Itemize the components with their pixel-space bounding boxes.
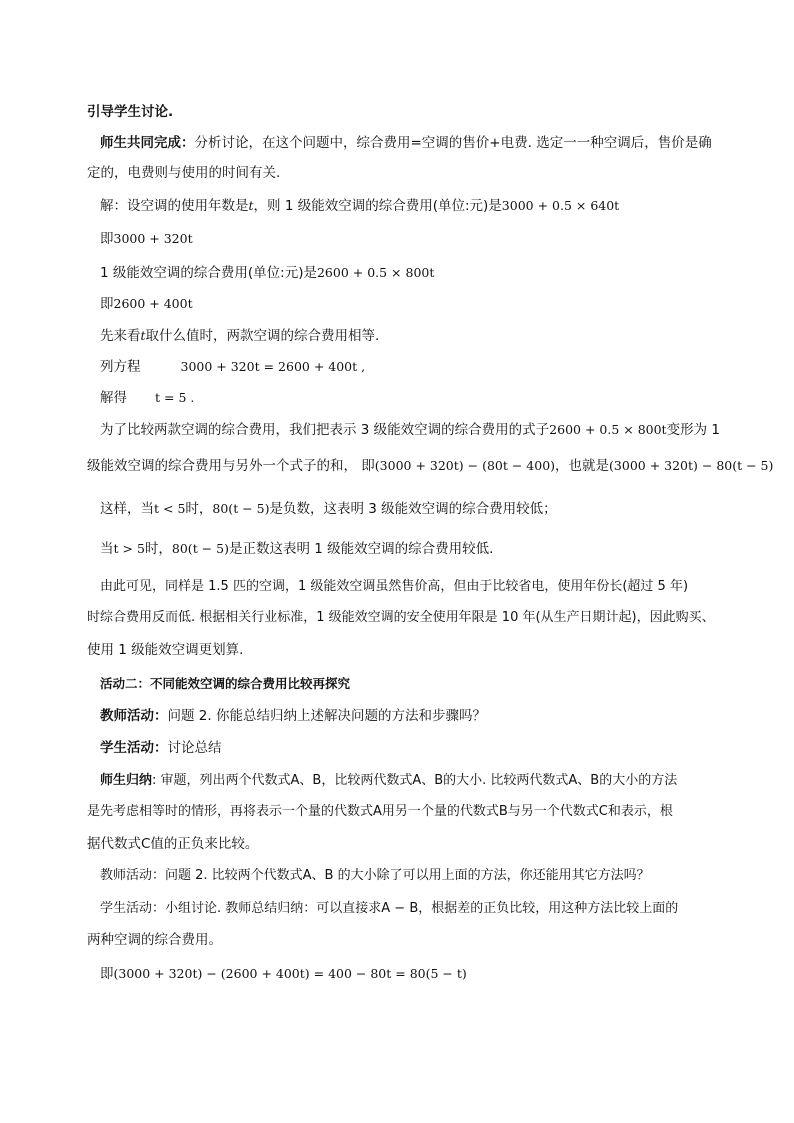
text: 取什么值时，两款空调的综合费用相等. [145, 328, 380, 344]
math-expression: (3000 + 320t) − (80t − 400) [374, 458, 556, 473]
formula-line [100, 294, 193, 314]
math-expression: 3000 + 320t = 2600 + 400t , [180, 359, 366, 374]
text: 分析讨论，在这个问题中，综合费用=空调的售价+电费. 选定一一种空调后，售价是确 [194, 135, 712, 151]
text: 活动二：不同能效空调的综合费用比较再探究 [100, 676, 351, 691]
text: 时综合费用反而低. 根据相关行业标准，1 级能效空调的安全使用年限是 10 年(从生产日期计起)，因此购买、 [87, 610, 715, 625]
paragraph-line [100, 577, 688, 597]
text: 是负数，这表明 3 级能效空调的综合费用较低； [269, 501, 557, 517]
label-bold: 师生归纳 [100, 773, 153, 788]
text: 当 [100, 541, 114, 557]
math-expression: t < 5 [154, 501, 186, 516]
paragraph-line [100, 420, 720, 440]
text: 定的，电费则与使用的时间有关. [87, 165, 281, 181]
math-expression: 3000 + 0.5 × 640t [501, 198, 620, 213]
text: 是先考虑相等时的情形，再将表示一个量的代数式A用另一个量的代数式B与另一个代数式C和表示，根 [87, 804, 673, 819]
heading-guide-discussion [87, 102, 173, 122]
text: 使用 1 级能效空调更划算. [87, 642, 244, 658]
section-heading-activity-two [100, 674, 350, 694]
text: 讨论总结 [167, 740, 222, 756]
paragraph-line [87, 608, 715, 628]
paragraph-line [100, 899, 678, 919]
paragraph-line [100, 539, 493, 559]
paragraph-line [87, 163, 280, 183]
math-expression: t = 5 . [155, 390, 195, 405]
math-expression: 3000 + 320t [113, 231, 193, 246]
text: 即 [100, 966, 114, 982]
math-expression: (3000 + 320t) − (2600 + 400t) = 400 − 80t = 80(5 − t) [113, 966, 467, 981]
text: 即 [100, 231, 114, 247]
paragraph-line [87, 640, 243, 660]
math-expression: (3000 + 320t) − 80(t − 5) [609, 458, 774, 473]
formula-line [100, 964, 467, 984]
math-expression: 2600 + 0.5 × 800t [316, 265, 435, 280]
paragraph-line [100, 706, 486, 726]
math-expression: t > 5 [113, 541, 145, 556]
paragraph-line [87, 456, 773, 476]
text: 由此可见，同样是 1.5 匹的空调，1 级能效空调虽然售价高，但由于比较省电，使用年份长(超过 5 年) [100, 579, 689, 594]
equation-line [100, 388, 194, 408]
paragraph-line [87, 802, 673, 822]
paragraph-line [100, 738, 222, 758]
text: 问题 2. 你能总结归纳上述解决问题的方法和步骤吗？ [167, 708, 486, 724]
text: 教师活动：问题 2. 比较两个代数式A、B 的大小除了可以用上面的方法，你还能用其它方法吗？ [100, 868, 650, 883]
text: 解得 [100, 390, 127, 406]
math-variable: t [140, 328, 146, 343]
paragraph-line [100, 499, 557, 519]
formula-line [100, 229, 193, 249]
text: 两种空调的综合费用。 [87, 932, 222, 948]
math-variable: t [248, 198, 254, 213]
paragraph-line [87, 930, 222, 950]
text: 即 [100, 296, 114, 312]
text: 级能效空调的综合费用与另外一个式子的和， 即 [87, 458, 375, 474]
math-expression: 2600 + 0.5 × 800t [549, 422, 667, 437]
text: 引导学生讨论. [87, 104, 174, 120]
math-expression: 2600 + 400t [113, 296, 193, 311]
text: 这样，当 [100, 501, 154, 517]
text: 学生活动：小组讨论. 教师总结归纳：可以直接求A − B，根据差的正负比较，用这种方法比较上面的 [100, 901, 679, 916]
text: : 审题，列出两个代数式A、B，比较两代数式A、B的大小. 比较两代数式A、B的大小的方法 [152, 773, 678, 788]
text: 据代数式C值的正负来比较。 [87, 836, 259, 852]
paragraph-line [87, 834, 258, 854]
paragraph-line [100, 326, 379, 346]
label-bold: 学生活动： [100, 740, 168, 756]
text: ，也就是 [555, 458, 610, 474]
text: 是正数这表明 1 级能效空调的综合费用较低. [228, 541, 494, 557]
text: 1 级能效空调的综合费用(单位:元)是 [100, 265, 317, 281]
paragraph-line [100, 771, 677, 791]
paragraph-line [100, 133, 712, 153]
text: 为了比较两款空调的综合费用，我们把表示 3 级能效空调的综合费用的式子 [100, 422, 550, 438]
text: 时， [144, 541, 172, 557]
text: 变形为 1 [666, 422, 720, 438]
label-bold: 师生共同完成： [100, 135, 195, 151]
text: 先来看 [100, 328, 141, 344]
math-expression: 80(t − 5) [212, 501, 270, 516]
label-bold: 教师活动： [100, 708, 168, 724]
math-expression: 80(t − 5) [171, 541, 229, 556]
equation-line [100, 357, 365, 377]
paragraph-line [100, 866, 650, 886]
text: 列方程 [100, 359, 141, 375]
text: ，则 1 级能效空调的综合费用(单位:元)是 [253, 198, 502, 214]
formula-line [100, 263, 434, 283]
text: 解：设空调的使用年数是 [100, 198, 249, 214]
text: 时， [185, 501, 213, 517]
solution-line [100, 196, 619, 216]
